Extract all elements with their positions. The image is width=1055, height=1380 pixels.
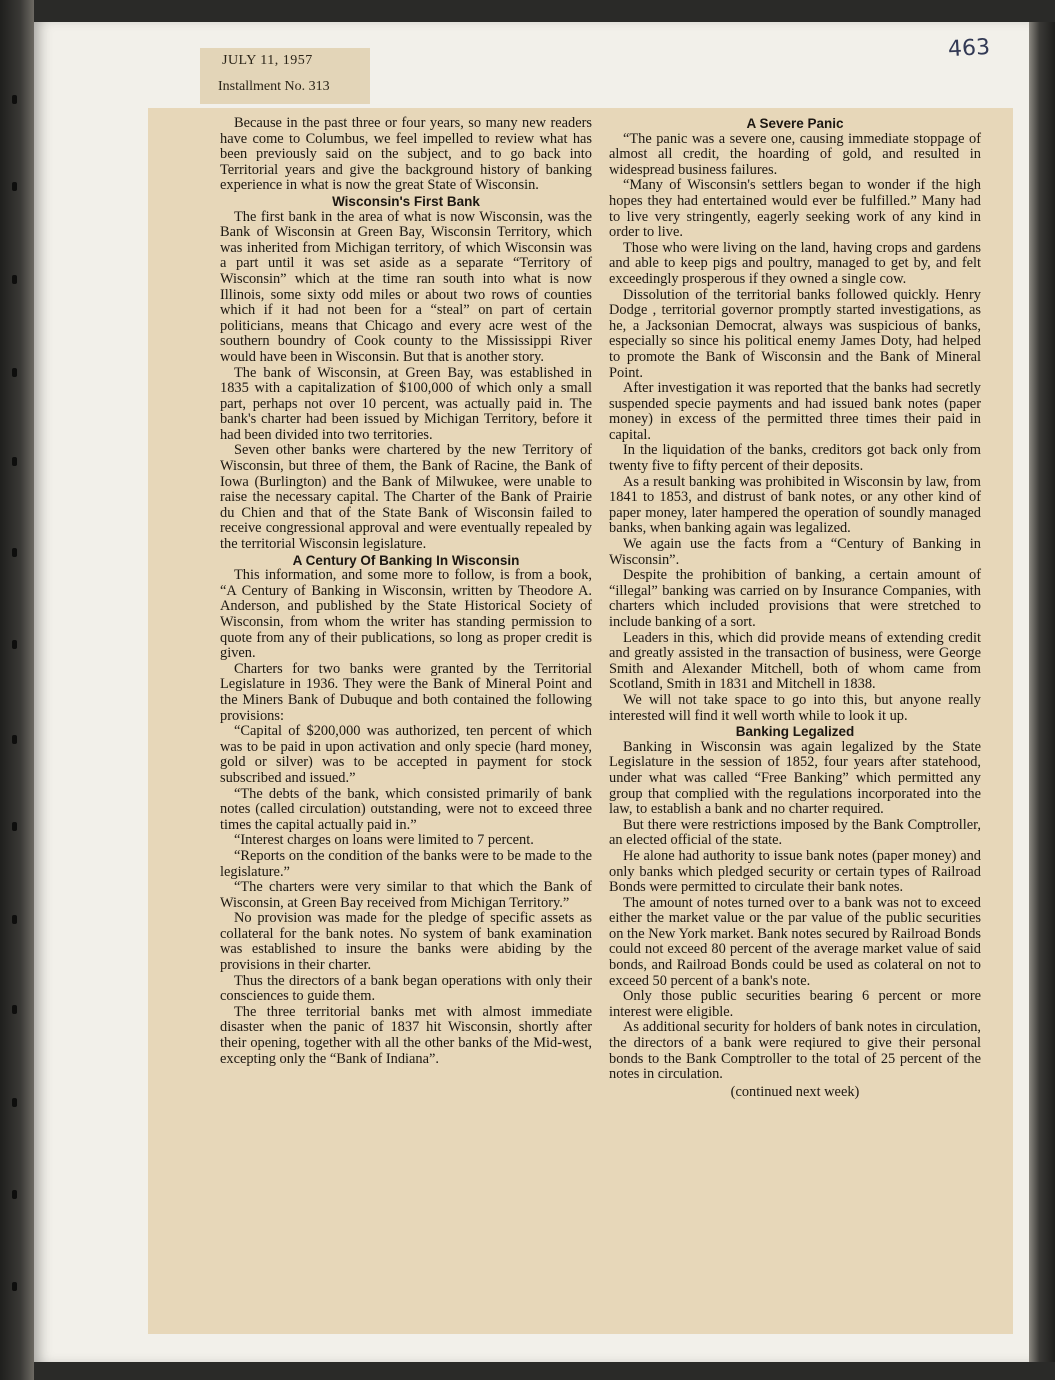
paragraph: Charters for two banks were granted by the Territorial Legislature in 1936. They were the Bank of Mineral Point and the Miners Bank of Dubuque and both contained the following provisions: — [220, 660, 592, 724]
binder-hole — [12, 1190, 17, 1199]
binder-hole — [12, 548, 17, 557]
paragraph: Seven other banks were chartered by the new Territory of Wisconsin, but three of them, the Bank of Racine, the Bank of Iowa (Burlington) and the Bank of Milwukee, were unable to raise the necessary capital. The Charter of the Bank of Prairie du Chien and that of the State Bank of Wisconsin failed to receive congressional approval and were eventually repealed by the territorial Wisconsin legislature. — [220, 442, 592, 553]
paragraph: Dissolution of the territorial banks followed quickly. Henry Dodge , territorial governor promptly started investigations, as he, a Jacksonian Democrat, always was suspicious of banks, especially so since his political enemy James Doty, had helped to promote the Bank of Wisconsin and the Bank of Mineral Point. — [609, 286, 981, 381]
paragraph: Only those public securities bearing 6 percent or more interest were eligible. — [609, 988, 981, 1020]
paragraph: Those who were living on the land, having crops and gardens and able to keep pigs and poultry, managed to get by, and felt exceedingly prosperous if they owned a single cow. — [609, 239, 981, 287]
binder-hole — [12, 457, 17, 466]
paragraph: The bank of Wisconsin, at Green Bay, was established in 1835 with a capitalization of $100,000 of which only a small part, perhaps not over 10 percent, was actually paid in. The bank's charter had been issued by Michigan Territory, before it had been divided into two territories. — [220, 364, 592, 443]
paragraph: This information, and some more to follow, is from a book, “A Century of Banking in Wisconsin, written by Theodore A. Anderson, and published by the State Historical Society of Wisconsin, from whom the writer has standing permission to quote from any of their publications, so long as proper credit is given. — [220, 567, 592, 662]
right-column — [609, 116, 981, 1100]
date-text: JULY 11, 1957 — [222, 53, 313, 68]
installment-text: Installment No. 313 — [218, 79, 330, 94]
page-number: 463 — [947, 34, 991, 63]
binder-hole — [12, 182, 17, 191]
paragraph: But there were restrictions imposed by the Bank Comptroller, an elected official of the state. — [609, 816, 981, 849]
paragraph: Despite the prohibition of banking, a certain amount of “illegal” banking was carried on by Insurance Companies, with charters which included provisions that were stretched to include banking of a sort. — [609, 567, 981, 630]
paragraph: Because in the past three or four years, so many new readers have come to Columbus, we feel impelled to review what has been previously said on the subject, and to go back into Territorial years and give the background history of banking experience in what is now the great State of Wisconsin. — [220, 115, 592, 194]
paragraph: “Many of Wisconsin's settlers began to wonder if the high hopes they had entertained would ever be fulfilled.” Many had to live very stringently, eagerly seeking work of any kind in order to live. — [609, 177, 981, 241]
paragraph: As additional security for holders of bank notes in circulation, the directors of a bank were reqiured to give their personal bonds to the Bank Comptroller to the total of 25 percent of the notes in circulation. — [609, 1019, 981, 1083]
paragraph: We again use the facts from a “Century of Banking in Wisconsin”. — [609, 536, 981, 568]
paragraph: Banking in Wisconsin was again legalized by the State Legislature in the session of 1852, four years after statehood, under what was called “Free Banking” which permitted any group that complied with the regulations incorporated into the law, to establish a bank and no charter required. — [609, 738, 981, 818]
left-column — [220, 116, 592, 1067]
newspaper-clipping — [148, 108, 1013, 1334]
section-heading: Wisconsin's First Bank — [332, 193, 480, 209]
paragraph: “Capital of $200,000 was authorized, ten percent of which was to be paid in upon activation and only specie (hard money, gold or silver) was to be accepted in payment for stock subscribed and issued.” — [220, 723, 592, 786]
paragraph: Leaders in this, which did provide means of extending credit and greatly assisted in the transaction of business, were George Smith and Alexander Mitchell, both of whom came from Scotland, Smith in 1831 and Mitchell in 1838. — [609, 629, 981, 693]
binder-hole — [12, 95, 17, 104]
continued-note: (continued next week) — [730, 1083, 860, 1100]
paragraph: “The debts of the bank, which consisted primarily of bank notes (called circulation) outstanding, were not to exceed three times the capital actually paid in.” — [220, 785, 592, 833]
binder-hole — [12, 1005, 17, 1014]
paragraph: Thus the directors of a bank began operations with only their consciences to guide them. — [220, 972, 592, 1005]
binder-hole — [12, 915, 17, 924]
binder-hole — [12, 1098, 17, 1107]
binder-hole — [12, 1282, 17, 1291]
page-edge — [1029, 22, 1055, 1362]
paragraph: “Interest charges on loans were limited to 7 percent. — [234, 832, 534, 849]
binder-hole — [12, 368, 17, 377]
paragraph: The three territorial banks met with almost immediate disaster when the panic of 1837 hit Wisconsin, shortly after their opening, together with all the other banks of the Mid-west, excepting only the “Bank of Indiana”. — [220, 1003, 592, 1067]
section-heading: A Severe Panic — [746, 116, 844, 131]
section-heading: Banking Legalized — [735, 724, 855, 740]
binder-hole — [12, 275, 17, 284]
paragraph: “The panic was a severe one, causing immediate stoppage of almost all credit, the hoarding of gold, and resulted in widespread business failures. — [609, 130, 981, 178]
paragraph: As a result banking was prohibited in Wisconsin by law, from 1841 to 1853, and distrust of bank notes, or any other kind of paper money, later hampered the operation of soundly managed banks, when banking again was legalized. — [609, 473, 981, 537]
paragraph: The amount of notes turned over to a bank was not to exceed either the market value or the par value of the public securities on the New York market. Bank notes secured by Railroad Bonds could not exceed 80 percent of the average market value of said bonds, and Railroad Bonds could be used as colateral on not to exceed 50 percent of a bank's note. — [609, 894, 981, 989]
paragraph: No provision was made for the pledge of specific assets as collateral for the bank notes. No system of bank examination was established to insure the banks were abiding by the provisions in their charter. — [220, 910, 592, 974]
paragraph: In the liquidation of the banks, creditors got back only from twenty five to fifty percent of their deposits. — [609, 442, 981, 475]
binder-hole — [12, 735, 17, 744]
section-heading: A Century Of Banking In Wisconsin — [292, 552, 520, 568]
paragraph: “Reports on the condition of the banks were to be made to the legislature.” — [220, 847, 592, 880]
paragraph: We will not take space to go into this, but anyone really interested will find it well worth while to look it up. — [609, 691, 981, 724]
date-label — [200, 48, 370, 104]
binder-hole — [12, 822, 17, 831]
binder-hole — [12, 640, 17, 649]
paragraph: “The charters were very similar to that which the Bank of Wisconsin, at Green Bay received from Michigan Territory.” — [220, 879, 592, 911]
paragraph: After investigation it was reported that the banks had secretly suspended specie payments and had issued bank notes (paper money) in excess of the permitted three times their paid in capital. — [609, 380, 981, 443]
paragraph: He alone had authority to issue bank notes (paper money) and only banks which pledged security or certain types of Railroad Bonds were permitted to circulate their bank notes. — [609, 847, 981, 896]
binder-spine — [0, 0, 34, 1380]
paragraph: The first bank in the area of what is now Wisconsin, was the Bank of Wisconsin at Green Bay, Wisconsin Territory, which was inherited from Michigan territory, of which Wisconsin was a part until it was set aside as a separate “Territory of Wisconsin” which at the time ran south into what is now Illinois, some sixty odd miles or about two rows of counties which if it had not been for a “steal” on part of certain politicians, means that Chicago and every acre west of the southern boundry of Cook county to the Mississippi River would have been in Wisconsin. But that is another story. — [220, 208, 592, 365]
